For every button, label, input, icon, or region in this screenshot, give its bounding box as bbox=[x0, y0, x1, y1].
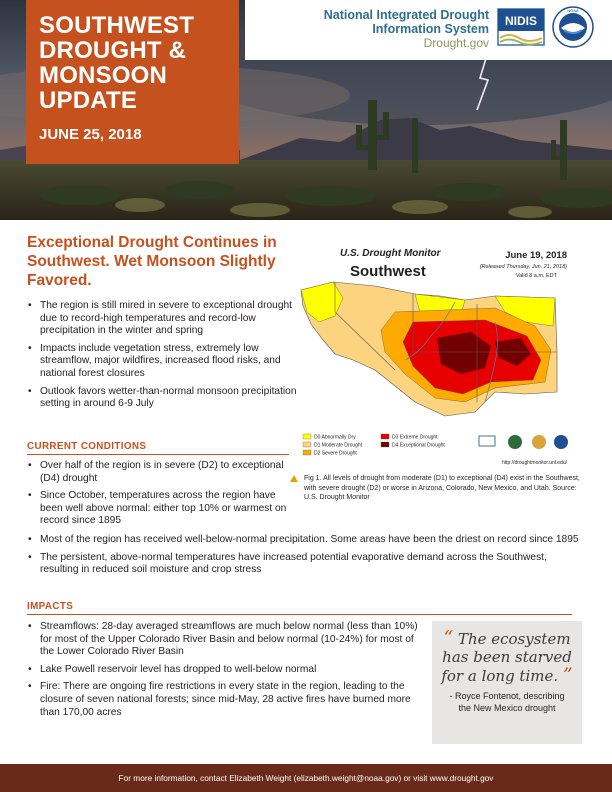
org-name-line2: Information System bbox=[372, 22, 489, 36]
list-item: • Lake Powell reservoir level has dropped to well-below normal bbox=[28, 664, 423, 677]
list-item: • Outlook favors wetter-than-normal monsoon precipitation setting in around 6-9 July bbox=[28, 386, 298, 411]
nidis-logo-text: NIDIS bbox=[504, 14, 538, 28]
legend-swatch-d0 bbox=[303, 434, 311, 439]
legend-label: D2 Severe Drought bbox=[314, 450, 357, 457]
legend-swatch-d1 bbox=[303, 442, 311, 447]
nidis-logo bbox=[497, 8, 545, 46]
map-url[interactable]: http://droughtmonitor.unl.edu/ bbox=[501, 460, 567, 466]
drought-monitor-map bbox=[295, 242, 595, 474]
map-caption bbox=[290, 474, 580, 503]
quote-text-block bbox=[432, 629, 582, 685]
org-url-link[interactable]: Drought.gov bbox=[423, 36, 489, 50]
list-item: • The region is still mired in severe to exceptional drought due to record-high temperatures and record-low precipitation in the winter and spring bbox=[28, 300, 298, 338]
triangle-icon bbox=[290, 475, 298, 482]
open-quote-mark: “ bbox=[443, 627, 454, 649]
list-item: • Streamflows: 28-day averaged streamflows are much below normal (less than 10%) for most of the Upper Colorado River Basin and below normal (10-24%) for most of the Lower Colorado River Basin bbox=[28, 621, 423, 659]
impacts-list bbox=[28, 621, 423, 724]
pull-quote bbox=[432, 621, 582, 744]
map-date: June 19, 2018 bbox=[505, 250, 567, 261]
org-name-block bbox=[324, 8, 489, 50]
list-item: • Fire: There are ongoing fire restrictions in every state in the region, leading to the closure of seven national forests; since mid-May, 28 active fires have burned more than 170,00 acres bbox=[28, 681, 423, 719]
close-quote-mark: ” bbox=[562, 664, 573, 686]
current-conditions-list bbox=[28, 460, 290, 533]
impacts-heading: IMPACTS bbox=[27, 601, 74, 612]
noaa-small-logo bbox=[554, 435, 568, 449]
current-conditions-heading: CURRENT CONDITIONS bbox=[27, 441, 147, 452]
seal-logo bbox=[508, 435, 522, 449]
current-conditions-list-wide bbox=[28, 534, 580, 582]
legend-label: D1 Moderate Drought bbox=[314, 442, 363, 449]
list-item: • Since October, temperatures across the region have been well above normal: either top 10% or warmest on record since 1895 bbox=[28, 490, 290, 528]
org-name-line1: National Integrated Drought bbox=[323, 8, 489, 22]
hero-banner bbox=[0, 0, 612, 220]
section-divider bbox=[27, 614, 572, 615]
list-item: • Most of the region has received well-below-normal precipitation. Some areas have been the driest on record since 1895 bbox=[28, 534, 580, 547]
legend-label: D0 Abnormally Dry bbox=[314, 434, 356, 441]
report-date: JUNE 25, 2018 bbox=[39, 126, 142, 143]
seal-logo bbox=[532, 435, 546, 449]
quote-text: The ecosystem has been starved for a long time. bbox=[441, 630, 572, 685]
map-caption-text: Fig 1. All levels of drought from moderate (D1) to exceptional (D4) exist in the Southwest, with severe drought (D2) or worse in Arizona, Colorado, New Mexico, and Utah. Source: U.S. Drought Monitor bbox=[304, 475, 580, 502]
legend-swatch-d2 bbox=[303, 450, 311, 455]
footer-contact-text: For more information, contact Elizabeth Weight (elizabeth.weight@noaa.gov) or visit www.drought.gov bbox=[118, 773, 494, 783]
legend-swatch-d3 bbox=[381, 434, 389, 439]
map-title: U.S. Drought Monitor bbox=[340, 248, 441, 259]
noaa-logo-text: NOAA bbox=[567, 8, 579, 13]
usda-logo bbox=[479, 436, 495, 446]
list-item: • The persistent, above-normal temperatures have increased potential evaporative demand across the Southwest, resulting in reduced soil moisture and crop stress bbox=[28, 552, 580, 577]
quote-attribution: - Royce Fontenot, describing the New Mexico drought bbox=[449, 691, 565, 713]
map-region: Southwest bbox=[350, 263, 426, 280]
legend-label: D4 Exceptional Drought bbox=[392, 442, 445, 449]
legend-label: D3 Extreme Drought bbox=[392, 434, 438, 441]
list-item: • Impacts include vegetation stress, extremely low streamflow, major wildfires, increased flood risks, and national forest closures bbox=[28, 343, 298, 381]
map-valid: Valid 8 a.m. EDT bbox=[515, 273, 557, 279]
map-released: (Released Thursday, Jun. 21, 2018) bbox=[479, 264, 567, 270]
section-divider bbox=[27, 454, 289, 455]
list-item: • Over half of the region is in severe (D2) to exceptional (D4) drought bbox=[28, 460, 290, 485]
partner-logos bbox=[479, 435, 568, 449]
report-title: SOUTHWEST DROUGHT & MONSOON UPDATE bbox=[39, 12, 195, 114]
noaa-logo bbox=[552, 6, 594, 48]
legend-swatch-d4 bbox=[381, 442, 389, 447]
footer bbox=[0, 764, 612, 792]
title-block bbox=[26, 0, 239, 164]
intro-bullet-list bbox=[28, 300, 298, 416]
headline: Exceptional Drought Continues in Southwest. Wet Monsoon Slightly Favored. bbox=[27, 234, 277, 289]
